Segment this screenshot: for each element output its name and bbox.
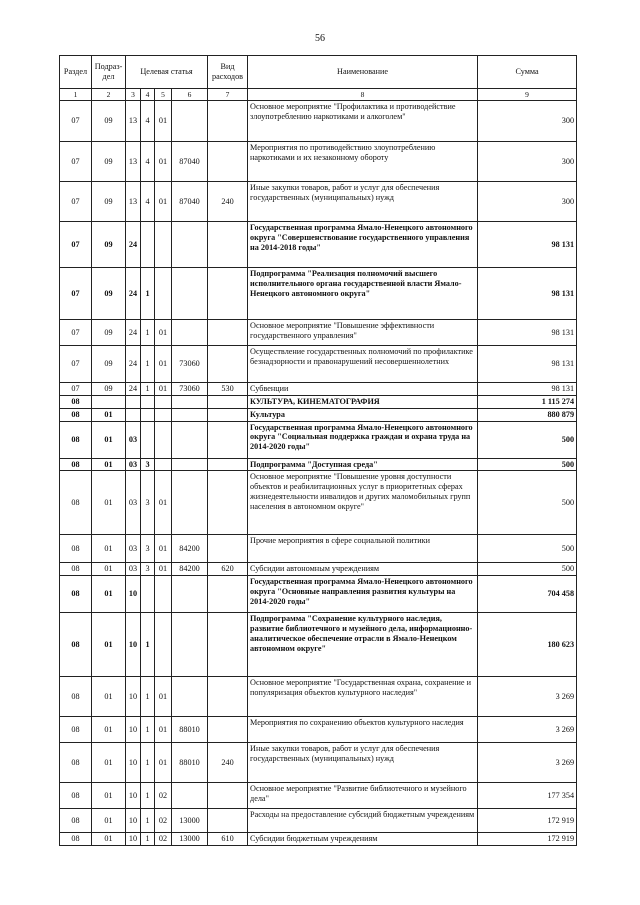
- cs-event-cell: 01: [155, 563, 172, 576]
- cs-program-cell: 24: [126, 222, 141, 268]
- vid-raskhodov-cell: [208, 576, 248, 613]
- cs-event-cell: 01: [155, 383, 172, 396]
- summa-cell: 500: [478, 421, 577, 458]
- razdel-cell: 08: [60, 576, 92, 613]
- summa-cell: 172 919: [478, 833, 577, 846]
- cs-program-cell: 03: [126, 471, 141, 535]
- cs-program-cell: 10: [126, 833, 141, 846]
- vid-raskhodov-cell: [208, 809, 248, 833]
- podrazdel-cell: 01: [92, 833, 126, 846]
- vid-raskhodov-cell: [208, 677, 248, 717]
- table-row: [60, 458, 577, 471]
- cs-subprogram-cell: 1: [141, 717, 155, 743]
- summa-cell: 500: [478, 563, 577, 576]
- cs-program-cell: 10: [126, 783, 141, 809]
- podrazdel-cell: 09: [92, 320, 126, 346]
- naimenovanie-cell: Основное мероприятие "Государственная охрана, сохранение и популяризация объектов культурного наследия": [248, 677, 478, 717]
- podrazdel-cell: 01: [92, 809, 126, 833]
- podrazdel-cell: 09: [92, 268, 126, 320]
- cs-subprogram-cell: 4: [141, 142, 155, 182]
- summa-cell: 500: [478, 471, 577, 535]
- vid-raskhodov-cell: [208, 268, 248, 320]
- cs-subprogram-cell: 1: [141, 677, 155, 717]
- vid-raskhodov-cell: [208, 535, 248, 563]
- vid-raskhodov-cell: [208, 320, 248, 346]
- vid-raskhodov-cell: [208, 346, 248, 383]
- cs-event-cell: 01: [155, 677, 172, 717]
- header-razdel: Раздел: [60, 56, 92, 89]
- podrazdel-cell: 01: [92, 535, 126, 563]
- cs-subprogram-cell: [141, 421, 155, 458]
- podrazdel-cell: 01: [92, 576, 126, 613]
- razdel-cell: 07: [60, 320, 92, 346]
- razdel-cell: 08: [60, 471, 92, 535]
- summa-cell: 98 131: [478, 383, 577, 396]
- cs-subprogram-cell: 1: [141, 613, 155, 677]
- cs-direction-cell: [172, 458, 208, 471]
- podrazdel-cell: 01: [92, 408, 126, 421]
- cs-direction-cell: [172, 395, 208, 408]
- razdel-cell: 07: [60, 142, 92, 182]
- cs-event-cell: 01: [155, 101, 172, 142]
- cs-program-cell: 10: [126, 613, 141, 677]
- summa-cell: 300: [478, 182, 577, 222]
- summa-cell: 500: [478, 535, 577, 563]
- table-row: [60, 613, 577, 677]
- cs-subprogram-cell: 1: [141, 809, 155, 833]
- cs-subprogram-cell: 3: [141, 471, 155, 535]
- razdel-cell: 08: [60, 677, 92, 717]
- table-row: [60, 346, 577, 383]
- col-number: 7: [208, 89, 248, 101]
- summa-cell: 3 269: [478, 677, 577, 717]
- cs-event-cell: 01: [155, 346, 172, 383]
- vid-raskhodov-cell: 530: [208, 383, 248, 396]
- razdel-cell: 08: [60, 833, 92, 846]
- naimenovanie-cell: Основное мероприятие "Повышение эффективности государственного управления": [248, 320, 478, 346]
- cs-subprogram-cell: [141, 395, 155, 408]
- table-row: [60, 576, 577, 613]
- cs-program-cell: 10: [126, 743, 141, 783]
- naimenovanie-cell: КУЛЬТУРА, КИНЕМАТОГРАФИЯ: [248, 395, 478, 408]
- table-row: [60, 222, 577, 268]
- summa-cell: 172 919: [478, 809, 577, 833]
- table-row: [60, 421, 577, 458]
- table-row: [60, 395, 577, 408]
- table-row: [60, 743, 577, 783]
- table-row: [60, 717, 577, 743]
- cs-program-cell: 10: [126, 809, 141, 833]
- cs-subprogram-cell: 1: [141, 833, 155, 846]
- cs-direction-cell: [172, 471, 208, 535]
- cs-direction-cell: [172, 576, 208, 613]
- cs-direction-cell: 87040: [172, 142, 208, 182]
- cs-program-cell: 10: [126, 576, 141, 613]
- naimenovanie-cell: Основное мероприятие "Профилактика и противодействие злоупотреблению наркотиками и алкоголем": [248, 101, 478, 142]
- table-row: [60, 471, 577, 535]
- cs-program-cell: 13: [126, 142, 141, 182]
- cs-event-cell: [155, 458, 172, 471]
- cs-subprogram-cell: 4: [141, 182, 155, 222]
- cs-direction-cell: 88010: [172, 717, 208, 743]
- cs-subprogram-cell: 1: [141, 346, 155, 383]
- cs-event-cell: [155, 408, 172, 421]
- summa-cell: 3 269: [478, 717, 577, 743]
- razdel-cell: 08: [60, 613, 92, 677]
- razdel-cell: 08: [60, 535, 92, 563]
- vid-raskhodov-cell: [208, 222, 248, 268]
- col-number: 6: [172, 89, 208, 101]
- cs-event-cell: 02: [155, 809, 172, 833]
- vid-raskhodov-cell: 240: [208, 743, 248, 783]
- cs-event-cell: [155, 576, 172, 613]
- cs-direction-cell: [172, 320, 208, 346]
- cs-direction-cell: [172, 268, 208, 320]
- vid-raskhodov-cell: [208, 101, 248, 142]
- cs-program-cell: 13: [126, 101, 141, 142]
- cs-program-cell: [126, 408, 141, 421]
- cs-subprogram-cell: [141, 576, 155, 613]
- table-row: [60, 101, 577, 142]
- razdel-cell: 08: [60, 563, 92, 576]
- cs-event-cell: 01: [155, 717, 172, 743]
- podrazdel-cell: 09: [92, 101, 126, 142]
- vid-raskhodov-cell: 240: [208, 182, 248, 222]
- cs-program-cell: 03: [126, 421, 141, 458]
- vid-raskhodov-cell: [208, 421, 248, 458]
- cs-event-cell: 01: [155, 471, 172, 535]
- podrazdel-cell: 01: [92, 458, 126, 471]
- podrazdel-cell: 09: [92, 346, 126, 383]
- table-row: [60, 142, 577, 182]
- cs-event-cell: 01: [155, 743, 172, 783]
- table-row: [60, 268, 577, 320]
- podrazdel-cell: 01: [92, 783, 126, 809]
- cs-direction-cell: 13000: [172, 833, 208, 846]
- table-row: [60, 182, 577, 222]
- cs-program-cell: 03: [126, 535, 141, 563]
- col-number: 9: [478, 89, 577, 101]
- cs-event-cell: [155, 395, 172, 408]
- cs-direction-cell: [172, 101, 208, 142]
- podrazdel-cell: 01: [92, 743, 126, 783]
- cs-event-cell: [155, 222, 172, 268]
- cs-subprogram-cell: 4: [141, 101, 155, 142]
- razdel-cell: 08: [60, 395, 92, 408]
- naimenovanie-cell: Субсидии бюджетным учреждениям: [248, 833, 478, 846]
- razdel-cell: 07: [60, 346, 92, 383]
- cs-event-cell: 01: [155, 320, 172, 346]
- cs-program-cell: 10: [126, 717, 141, 743]
- col-number: 4: [141, 89, 155, 101]
- cs-event-cell: 01: [155, 535, 172, 563]
- podrazdel-cell: 01: [92, 677, 126, 717]
- cs-direction-cell: [172, 408, 208, 421]
- cs-subprogram-cell: 1: [141, 320, 155, 346]
- cs-program-cell: 03: [126, 563, 141, 576]
- summa-cell: 177 354: [478, 783, 577, 809]
- cs-program-cell: 24: [126, 268, 141, 320]
- cs-subprogram-cell: 1: [141, 383, 155, 396]
- summa-cell: 98 131: [478, 346, 577, 383]
- table-row: [60, 408, 577, 421]
- summa-cell: 300: [478, 142, 577, 182]
- col-number: 1: [60, 89, 92, 101]
- page-number: 56: [315, 33, 325, 44]
- vid-raskhodov-cell: [208, 613, 248, 677]
- podrazdel-cell: 01: [92, 717, 126, 743]
- vid-raskhodov-cell: [208, 783, 248, 809]
- naimenovanie-cell: Субвенции: [248, 383, 478, 396]
- naimenovanie-cell: Основное мероприятие "Развитие библиотечного и музейного дела": [248, 783, 478, 809]
- cs-direction-cell: [172, 421, 208, 458]
- summa-cell: 1 115 274: [478, 395, 577, 408]
- cs-program-cell: [126, 395, 141, 408]
- cs-program-cell: 24: [126, 383, 141, 396]
- vid-raskhodov-cell: [208, 471, 248, 535]
- cs-subprogram-cell: 1: [141, 743, 155, 783]
- table-row: [60, 320, 577, 346]
- header-celevaya-statya: Целевая статья: [126, 56, 208, 89]
- col-number: 5: [155, 89, 172, 101]
- vid-raskhodov-cell: [208, 142, 248, 182]
- naimenovanie-cell: Государственная программа Ямало-Ненецкого автономного округа "Социальная поддержка граждан и охрана труда на 2014-2020 годы": [248, 421, 478, 458]
- podrazdel-cell: 01: [92, 471, 126, 535]
- razdel-cell: 07: [60, 182, 92, 222]
- cs-subprogram-cell: 3: [141, 563, 155, 576]
- vid-raskhodov-cell: [208, 395, 248, 408]
- podrazdel-cell: 01: [92, 613, 126, 677]
- razdel-cell: 08: [60, 717, 92, 743]
- cs-direction-cell: [172, 783, 208, 809]
- cs-subprogram-cell: [141, 222, 155, 268]
- razdel-cell: 08: [60, 743, 92, 783]
- cs-direction-cell: [172, 677, 208, 717]
- cs-program-cell: 10: [126, 677, 141, 717]
- razdel-cell: 08: [60, 408, 92, 421]
- cs-direction-cell: 84200: [172, 535, 208, 563]
- summa-cell: 704 458: [478, 576, 577, 613]
- razdel-cell: 08: [60, 783, 92, 809]
- naimenovanie-cell: Государственная программа Ямало-Ненецкого автономного округа "Основные направления развития культуры на 2014-2020 годы": [248, 576, 478, 613]
- col-number: 2: [92, 89, 126, 101]
- podrazdel-cell: 09: [92, 383, 126, 396]
- cs-event-cell: [155, 613, 172, 677]
- vid-raskhodov-cell: 610: [208, 833, 248, 846]
- naimenovanie-cell: Прочие мероприятия в сфере социальной политики: [248, 535, 478, 563]
- table-row: [60, 833, 577, 846]
- cs-program-cell: 24: [126, 320, 141, 346]
- vid-raskhodov-cell: [208, 717, 248, 743]
- cs-direction-cell: 13000: [172, 809, 208, 833]
- cs-event-cell: 01: [155, 142, 172, 182]
- naimenovanie-cell: Мероприятия по противодействию злоупотреблению наркотиками и их незаконному обороту: [248, 142, 478, 182]
- col-number: 3: [126, 89, 141, 101]
- razdel-cell: 07: [60, 268, 92, 320]
- col-number: 8: [248, 89, 478, 101]
- razdel-cell: 07: [60, 222, 92, 268]
- header-naimenovanie: Наименование: [248, 56, 478, 89]
- naimenovanie-cell: Субсидии автономным учреждениям: [248, 563, 478, 576]
- cs-event-cell: 01: [155, 182, 172, 222]
- naimenovanie-cell: Осуществление государственных полномочий по профилактике безнадзорности и правонарушений несовершеннолетних: [248, 346, 478, 383]
- razdel-cell: 07: [60, 101, 92, 142]
- header-vid-raskhodov: Вид расходов: [208, 56, 248, 89]
- podrazdel-cell: 09: [92, 182, 126, 222]
- cs-subprogram-cell: 1: [141, 783, 155, 809]
- naimenovanie-cell: Подпрограмма "Реализация полномочий высшего исполнительного органа государственной власти Ямало-Ненецкого автономного округа": [248, 268, 478, 320]
- podrazdel-cell: [92, 395, 126, 408]
- cs-direction-cell: 84200: [172, 563, 208, 576]
- cs-event-cell: 02: [155, 783, 172, 809]
- summa-cell: 500: [478, 458, 577, 471]
- naimenovanie-cell: Расходы на предоставление субсидий бюджетным учреждениям: [248, 809, 478, 833]
- podrazdel-cell: 01: [92, 563, 126, 576]
- cs-program-cell: 13: [126, 182, 141, 222]
- cs-direction-cell: 73060: [172, 383, 208, 396]
- cs-program-cell: 24: [126, 346, 141, 383]
- cs-direction-cell: [172, 222, 208, 268]
- naimenovanie-cell: Государственная программа Ямало-Ненецкого автономного округа "Совершенствование государственного управления на 2014-2018 годы": [248, 222, 478, 268]
- cs-direction-cell: [172, 613, 208, 677]
- naimenovanie-cell: Иные закупки товаров, работ и услуг для обеспечения государственных (муниципальных) нужд: [248, 182, 478, 222]
- table-row: [60, 535, 577, 563]
- vid-raskhodov-cell: [208, 458, 248, 471]
- naimenovanie-cell: Подпрограмма "Сохранение культурного наследия, развитие библиотечного и музейного дела, информационно-аналитическое обеспечение отрасли в Ямало-Ненецком автономном округе": [248, 613, 478, 677]
- cs-event-cell: [155, 268, 172, 320]
- cs-event-cell: 02: [155, 833, 172, 846]
- naimenovanie-cell: Мероприятия по сохранению объектов культурного наследия: [248, 717, 478, 743]
- vid-raskhodov-cell: 620: [208, 563, 248, 576]
- naimenovanie-cell: Подпрограмма "Доступная среда": [248, 458, 478, 471]
- table-row: [60, 809, 577, 833]
- razdel-cell: 07: [60, 383, 92, 396]
- table-row: [60, 783, 577, 809]
- header-summa: Сумма: [478, 56, 577, 89]
- table-row: [60, 677, 577, 717]
- cs-program-cell: 03: [126, 458, 141, 471]
- table-row: [60, 383, 577, 396]
- summa-cell: 98 131: [478, 320, 577, 346]
- razdel-cell: 08: [60, 809, 92, 833]
- summa-cell: 300: [478, 101, 577, 142]
- cs-subprogram-cell: [141, 408, 155, 421]
- vid-raskhodov-cell: [208, 408, 248, 421]
- podrazdel-cell: 09: [92, 142, 126, 182]
- cs-subprogram-cell: 3: [141, 458, 155, 471]
- podrazdel-cell: 01: [92, 421, 126, 458]
- cs-direction-cell: 87040: [172, 182, 208, 222]
- summa-cell: 880 879: [478, 408, 577, 421]
- budget-table: [59, 55, 577, 846]
- cs-event-cell: [155, 421, 172, 458]
- podrazdel-cell: 09: [92, 222, 126, 268]
- summa-cell: 180 623: [478, 613, 577, 677]
- razdel-cell: 08: [60, 458, 92, 471]
- naimenovanie-cell: Иные закупки товаров, работ и услуг для обеспечения государственных (муниципальных) нужд: [248, 743, 478, 783]
- cs-subprogram-cell: 3: [141, 535, 155, 563]
- cs-direction-cell: 88010: [172, 743, 208, 783]
- summa-cell: 98 131: [478, 268, 577, 320]
- cs-direction-cell: 73060: [172, 346, 208, 383]
- summa-cell: 98 131: [478, 222, 577, 268]
- table-row: [60, 563, 577, 576]
- cs-subprogram-cell: 1: [141, 268, 155, 320]
- razdel-cell: 08: [60, 421, 92, 458]
- naimenovanie-cell: Культура: [248, 408, 478, 421]
- naimenovanie-cell: Основное мероприятие "Повышение уровня доступности объектов и реабилитационных услуг в приоритетных сферах жизнедеятельности инвалидов и других маломобильных групп населения в автономном округе": [248, 471, 478, 535]
- summa-cell: 3 269: [478, 743, 577, 783]
- header-podrazdel: Подраз- дел: [92, 56, 126, 89]
